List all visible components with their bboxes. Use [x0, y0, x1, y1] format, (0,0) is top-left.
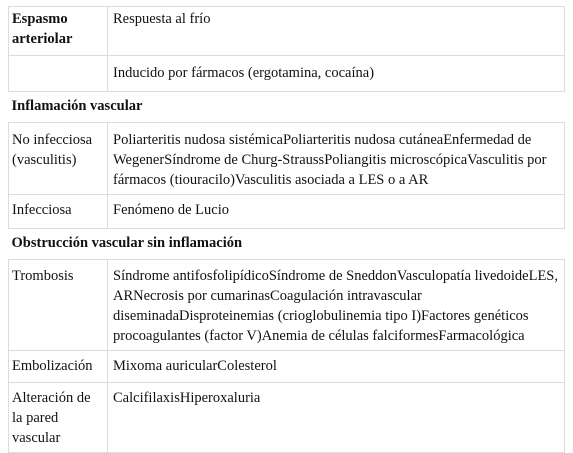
section-heading: Obstrucción vascular sin inflamación — [9, 229, 565, 260]
table-row — [9, 7, 565, 56]
row-content: Fenómeno de Lucio — [108, 195, 565, 229]
section-row — [9, 229, 565, 260]
table-row — [9, 56, 565, 92]
table-row — [9, 351, 565, 383]
row-label — [9, 56, 108, 92]
row-label: No infecciosa (vasculitis) — [9, 123, 108, 195]
row-content: Poliarteritis nudosa sistémicaPoliarteritis nudosa cutáneaEnfermedad de WegenerSíndrome de Churg-StraussPoliangitis microscópicaVasculitis por fármacos (tiouracilo)Vasculitis asociada a LES o a AR — [108, 123, 565, 195]
table-row — [9, 195, 565, 229]
row-content: CalcifilaxisHiperoxaluria — [108, 383, 565, 453]
row-label: Espasmo arteriolar — [9, 7, 108, 56]
row-content: Mixoma auricularColesterol — [108, 351, 565, 383]
section-row — [9, 92, 565, 123]
causes-table — [8, 6, 565, 453]
table-row — [9, 123, 565, 195]
row-label: Alteración de la pared vascular — [9, 383, 108, 453]
row-content: Inducido por fármacos (ergotamina, cocaína) — [108, 56, 565, 92]
table-row — [9, 383, 565, 453]
table-row — [9, 260, 565, 351]
row-label: Infecciosa — [9, 195, 108, 229]
row-label: Trombosis — [9, 260, 108, 351]
row-content: Síndrome antifosfolipídicoSíndrome de SneddonVasculopatía livedoideLES, ARNecrosis por cumarinasCoagulación intravascular diseminadaDisproteinemias (crioglobulinemia tipo I)Factores genéticos procoagulantes (factor V)Anemia de células falciformesFarmacológica — [108, 260, 565, 351]
section-heading: Inflamación vascular — [9, 92, 565, 123]
row-label: Embolización — [9, 351, 108, 383]
row-content: Respuesta al frío — [108, 7, 565, 56]
